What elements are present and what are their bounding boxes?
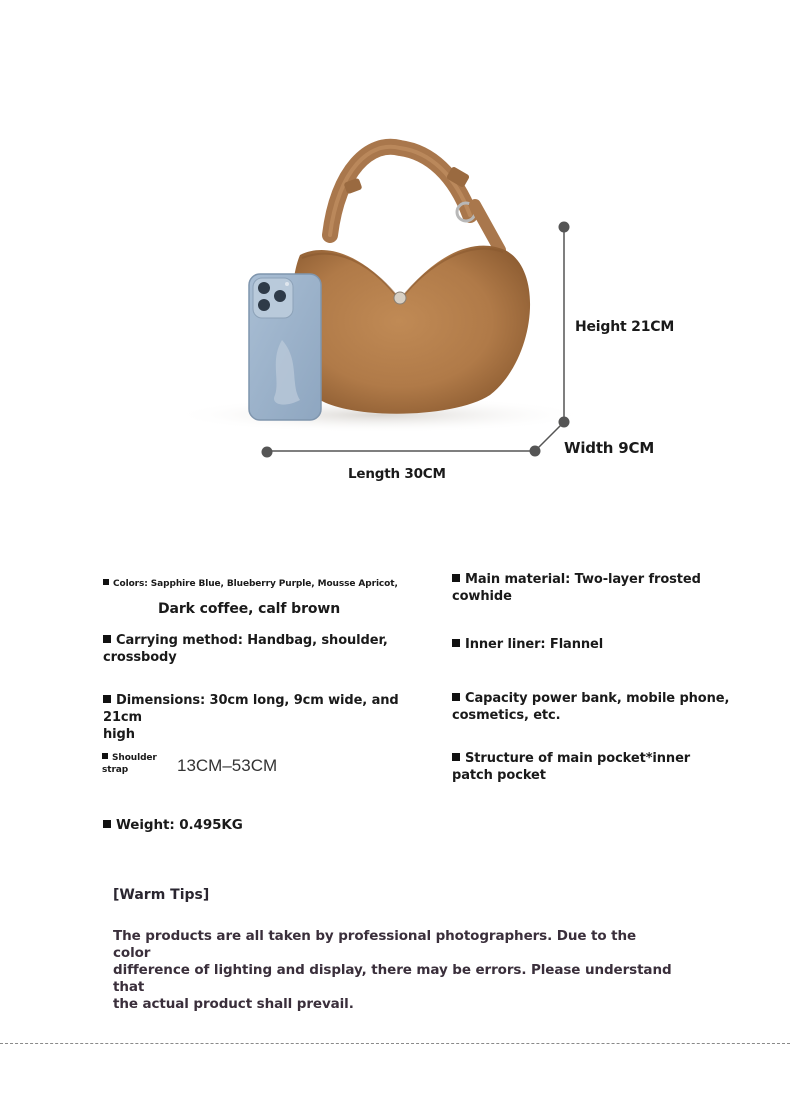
bullet-square [103,695,111,703]
bag-zipper [394,292,406,304]
spec-liner [452,636,742,653]
spec-carrying-line2: crossbody [103,650,177,665]
bullet-square [452,639,460,647]
spec-dimensions [103,692,423,743]
warm-tips-line: the actual product shall prevail. [113,996,354,1012]
warm-tips-line: The products are all taken by professional photographers. Due to the color [113,928,637,961]
spec-material [452,571,742,605]
spec-colors [103,578,403,590]
bullet-square [102,753,108,759]
warm-tips-body [113,928,673,1013]
spec-weight [103,817,243,834]
spec-carrying [103,632,403,666]
spec-material-line2: cowhide [452,589,512,604]
dashed-divider [0,1043,790,1044]
spec-weight-text: Weight: 0.495KG [116,817,243,833]
height-label: Height 21CM [575,319,675,335]
warm-tips-title: [Warm Tips] [113,887,210,903]
spec-capacity-line1: Capacity power bank, mobile phone, [465,691,730,706]
spec-dimensions-line2: high [103,727,135,742]
spec-structure-line2: patch pocket [452,768,546,783]
spec-colors-text: Colors: Sapphire Blue, Blueberry Purple, Mousse Apricot, [113,579,398,589]
spec-strap-line2: strap [102,765,129,775]
bullet-square [452,574,460,582]
spec-dimensions-line1: Dimensions: 30cm long, 9cm wide, and 21cm [103,693,399,725]
bullet-square [103,579,109,585]
bullet-square [452,753,460,761]
spec-colors-cont: Dark coffee, calf brown [158,601,341,617]
phone-reference [249,274,321,420]
bag-body [292,246,530,414]
product-figure [0,0,790,520]
width-label: Width 9CM [564,439,655,457]
spec-capacity [452,690,752,724]
spec-strap-line1: Shoulder [112,753,157,763]
spec-capacity-line2: cosmetics, etc. [452,708,561,723]
length-label: Length 30CM [348,466,446,482]
spec-strap-value: 13CM–53CM [177,756,278,775]
spec-structure-line1: Structure of main pocket*inner [465,751,691,766]
product-image [0,0,790,520]
warm-tips-line: difference of lighting and display, there may be errors. Please understand that [113,962,672,995]
spec-material-line1: Main material: Two-layer frosted [465,572,701,587]
bullet-square [452,693,460,701]
spec-liner-text: Inner liner: Flannel [465,637,604,652]
spec-strap-label [102,752,172,776]
bag-handle [330,147,500,250]
spec-carrying-line1: Carrying method: Handbag, shoulder, [116,633,388,648]
spec-structure [452,750,742,784]
bullet-square [103,820,111,828]
bullet-square [103,635,111,643]
